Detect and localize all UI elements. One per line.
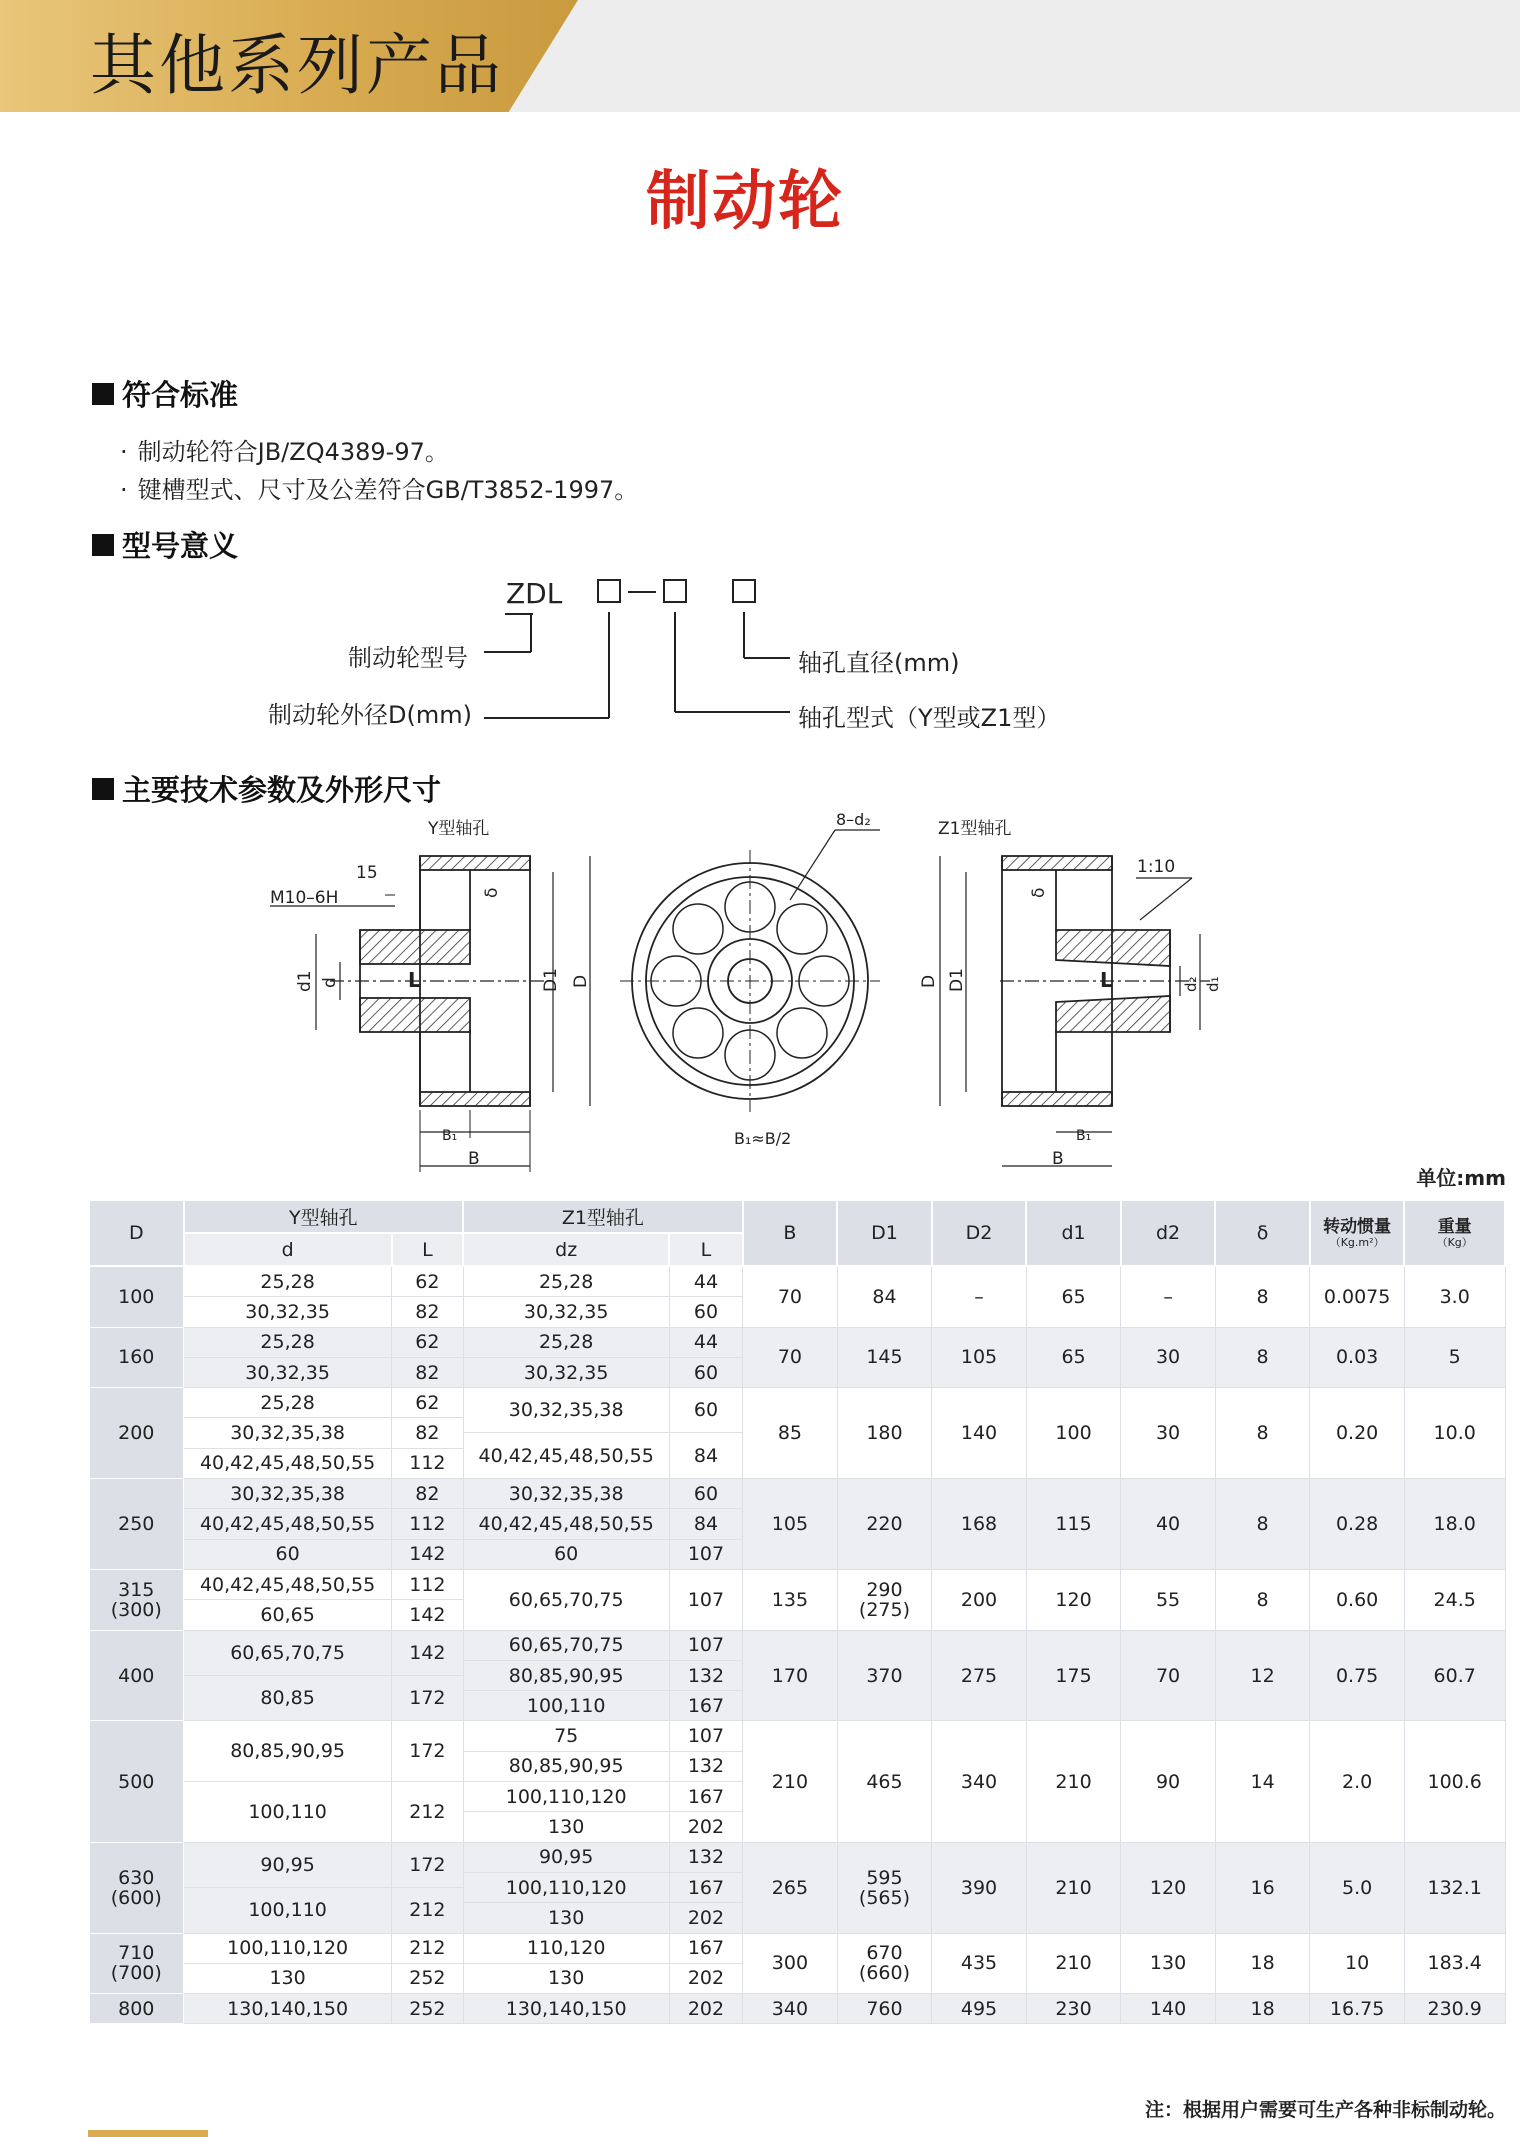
dim-15-label: 15 bbox=[356, 863, 378, 883]
cell-y-L: 172 bbox=[392, 1675, 463, 1721]
cell-y-L: 112 bbox=[392, 1569, 463, 1599]
cell-D: 400 bbox=[89, 1630, 184, 1721]
cell-weight: 24.5 bbox=[1404, 1569, 1505, 1630]
table-row bbox=[89, 1842, 1505, 1857]
cell-z-L: 167 bbox=[669, 1872, 742, 1902]
th-weight-unit: （Kg） bbox=[1436, 1236, 1473, 1249]
cell-z-dz: 60,65,70,75 bbox=[463, 1630, 669, 1660]
cell-y-d: 100,110 bbox=[184, 1782, 392, 1843]
y-D1-label: D1 bbox=[541, 968, 561, 992]
cell-z-dz: 75 bbox=[463, 1721, 669, 1751]
label-brake-wheel-type: 制动轮型号 bbox=[348, 644, 468, 672]
cell-inertia: 0.03 bbox=[1310, 1327, 1405, 1388]
cell-d2: 40 bbox=[1121, 1479, 1216, 1570]
cell-D1: 180 bbox=[837, 1388, 932, 1479]
cell-B: 340 bbox=[743, 1994, 838, 2024]
taper-label: 1:10 bbox=[1137, 857, 1176, 877]
cell-y-L: 142 bbox=[392, 1630, 463, 1675]
th-y-L: L bbox=[392, 1233, 463, 1266]
cell-D1-value: 670 bbox=[866, 1942, 903, 1965]
cell-z-dz: 100,110,120 bbox=[463, 1782, 669, 1812]
cell-B: 70 bbox=[743, 1327, 838, 1388]
cell-z-dz: 130 bbox=[463, 1963, 669, 1993]
cell-D1 bbox=[837, 1842, 932, 1933]
cell-d2: 30 bbox=[1121, 1327, 1216, 1388]
cell-D1: 760 bbox=[837, 1994, 932, 2024]
cell-D2: 435 bbox=[932, 1933, 1027, 1994]
table-row bbox=[89, 1266, 1505, 1297]
table-row bbox=[89, 1327, 1505, 1357]
cell-z-L: 60 bbox=[669, 1357, 742, 1387]
cell-y-d: 130,140,150 bbox=[184, 1994, 392, 2024]
th-d2: d2 bbox=[1121, 1200, 1216, 1266]
z1-d2-label: d₂ bbox=[1182, 976, 1200, 992]
standard-text-1: 制动轮符合JB/ZQ4389-97。 bbox=[137, 438, 449, 466]
y-delta-label: δ bbox=[482, 887, 502, 898]
b1-approx-label: B₁≈B/2 bbox=[734, 1129, 792, 1148]
table-row bbox=[89, 1933, 1505, 1963]
th-z-L: L bbox=[669, 1233, 742, 1266]
th-delta: δ bbox=[1215, 1200, 1310, 1266]
cell-D2: 168 bbox=[932, 1479, 1027, 1570]
cell-D1 bbox=[837, 1569, 932, 1630]
cell-z-dz: 130 bbox=[463, 1903, 669, 1933]
cell-y-L: 252 bbox=[392, 1994, 463, 2024]
cell-y-d: 30,32,35 bbox=[184, 1297, 392, 1327]
z1-di-label: d₁ bbox=[1204, 976, 1222, 992]
cell-y-L: 212 bbox=[392, 1887, 463, 1933]
cell-d2: 140 bbox=[1121, 1994, 1216, 2024]
cell-y-d: 60,65 bbox=[184, 1600, 392, 1630]
square-bullet-icon bbox=[92, 534, 114, 556]
cell-y-d: 60,65,70,75 bbox=[184, 1630, 392, 1675]
square-bullet-icon bbox=[92, 778, 114, 800]
cell-y-d: 80,85 bbox=[184, 1675, 392, 1721]
cell-B: 300 bbox=[743, 1933, 838, 1994]
cell-z-dz: 130 bbox=[463, 1812, 669, 1842]
cell-weight: 3.0 bbox=[1404, 1266, 1505, 1327]
th-D2: D2 bbox=[932, 1200, 1027, 1266]
cell-z-L: 84 bbox=[669, 1433, 742, 1479]
dot-icon: · bbox=[120, 438, 128, 466]
cell-z-dz: 130,140,150 bbox=[463, 1994, 669, 2024]
cell-B: 170 bbox=[743, 1630, 838, 1721]
cell-y-d: 30,32,35 bbox=[184, 1357, 392, 1387]
cell-z-L: 132 bbox=[669, 1842, 742, 1872]
cell-z-L: 107 bbox=[669, 1630, 742, 1660]
cell-d1: 65 bbox=[1026, 1327, 1121, 1388]
table-row bbox=[89, 1994, 1505, 2024]
category-title: 其他系列产品 bbox=[90, 27, 504, 104]
cell-y-L: 142 bbox=[392, 1539, 463, 1569]
cell-y-d: 30,32,35,38 bbox=[184, 1418, 392, 1448]
cell-z-dz: 30,32,35 bbox=[463, 1297, 669, 1327]
section-heading-standard bbox=[92, 373, 238, 414]
model-diagram-lines bbox=[0, 560, 1520, 730]
section-heading-model bbox=[92, 524, 238, 565]
table-row bbox=[89, 1630, 1505, 1645]
technical-drawing bbox=[0, 800, 1520, 1180]
cell-D bbox=[89, 1933, 184, 1994]
cell-delta: 16 bbox=[1215, 1842, 1310, 1933]
cell-z-dz: 100,110,120 bbox=[463, 1872, 669, 1902]
model-prefix: ZDL bbox=[506, 577, 563, 610]
footer-accent bbox=[88, 2130, 208, 2137]
cell-y-L: 82 bbox=[392, 1357, 463, 1387]
y-bore-title: Y型轴孔 bbox=[428, 819, 490, 839]
cell-z-L: 202 bbox=[669, 1903, 742, 1933]
cell-B: 135 bbox=[743, 1569, 838, 1630]
cell-z-L: 202 bbox=[669, 1994, 742, 2024]
z1-D1-label: D1 bbox=[947, 968, 967, 992]
cell-z-dz: 25,28 bbox=[463, 1327, 669, 1357]
cell-D bbox=[89, 1842, 184, 1933]
cell-z-L: 167 bbox=[669, 1933, 742, 1963]
cell-z-dz: 30,32,35,38 bbox=[463, 1388, 669, 1433]
spec-table bbox=[88, 1199, 1506, 2024]
cell-D2: 105 bbox=[932, 1327, 1027, 1388]
cell-y-L: 142 bbox=[392, 1600, 463, 1630]
cell-z-dz: 60,65,70,75 bbox=[463, 1569, 669, 1630]
cell-z-L: 167 bbox=[669, 1782, 742, 1812]
cell-d1: 210 bbox=[1026, 1933, 1121, 1994]
th-B: B bbox=[743, 1200, 838, 1266]
cell-weight: 132.1 bbox=[1404, 1842, 1505, 1933]
cell-d1: 120 bbox=[1026, 1569, 1121, 1630]
cell-z-dz: 90,95 bbox=[463, 1842, 669, 1872]
cell-y-d: 25,28 bbox=[184, 1327, 392, 1357]
cell-d2: 30 bbox=[1121, 1388, 1216, 1479]
th-weight bbox=[1404, 1200, 1505, 1266]
table-row bbox=[89, 1721, 1505, 1751]
cell-weight: 60.7 bbox=[1404, 1630, 1505, 1721]
cell-d2: 90 bbox=[1121, 1721, 1216, 1842]
th-inertia-unit: （Kg.m²） bbox=[1329, 1236, 1385, 1249]
cell-delta: 8 bbox=[1215, 1569, 1310, 1630]
cell-inertia: 5.0 bbox=[1310, 1842, 1405, 1933]
cell-inertia: 0.20 bbox=[1310, 1388, 1405, 1479]
cell-z-L: 167 bbox=[669, 1691, 742, 1721]
cell-delta: 8 bbox=[1215, 1388, 1310, 1479]
cell-D: 200 bbox=[89, 1388, 184, 1479]
cell-d2: – bbox=[1121, 1266, 1216, 1327]
square-bullet-icon bbox=[92, 383, 114, 405]
cell-z-L: 107 bbox=[669, 1569, 742, 1630]
cell-inertia: 0.0075 bbox=[1310, 1266, 1405, 1327]
cell-delta: 12 bbox=[1215, 1630, 1310, 1721]
cell-delta: 8 bbox=[1215, 1327, 1310, 1388]
cell-z-L: 107 bbox=[669, 1721, 742, 1751]
cell-inertia: 10 bbox=[1310, 1933, 1405, 1994]
cell-z-dz: 110,120 bbox=[463, 1933, 669, 1963]
cell-D1: 465 bbox=[837, 1721, 932, 1842]
cell-d2: 130 bbox=[1121, 1933, 1216, 1994]
cell-d1: 210 bbox=[1026, 1842, 1121, 1933]
cell-z-dz: 30,32,35,38 bbox=[463, 1479, 669, 1509]
y-L-label: L bbox=[408, 968, 421, 992]
cell-y-L: 82 bbox=[392, 1418, 463, 1448]
cell-y-d: 40,42,45,48,50,55 bbox=[184, 1569, 392, 1599]
cell-z-dz: 40,42,45,48,50,55 bbox=[463, 1433, 669, 1479]
cell-y-L: 62 bbox=[392, 1327, 463, 1357]
cell-y-L: 172 bbox=[392, 1842, 463, 1887]
z1-delta-label: δ bbox=[1029, 887, 1049, 898]
cell-D-value: 710 bbox=[118, 1942, 155, 1965]
cell-y-L: 252 bbox=[392, 1963, 463, 1993]
th-inertia-label: 转动惯量 bbox=[1323, 1217, 1392, 1237]
th-D1: D1 bbox=[837, 1200, 932, 1266]
cell-inertia: 2.0 bbox=[1310, 1721, 1405, 1842]
cell-B: 265 bbox=[743, 1842, 838, 1933]
page-title: 制动轮 bbox=[646, 165, 844, 239]
th-D: D bbox=[89, 1200, 184, 1266]
cell-D1: 370 bbox=[837, 1630, 932, 1721]
cell-y-d: 60 bbox=[184, 1539, 392, 1569]
cell-D2: 140 bbox=[932, 1388, 1027, 1479]
th-weight-label: 重量 bbox=[1437, 1217, 1472, 1237]
y-d1-label: d1 bbox=[295, 970, 315, 992]
cell-D2: 275 bbox=[932, 1630, 1027, 1721]
table-row bbox=[89, 1388, 1505, 1403]
y-D-label: D bbox=[571, 974, 591, 988]
cell-y-L: 212 bbox=[392, 1782, 463, 1843]
label-bore-type: 轴孔型式（Y型或Z1型） bbox=[798, 704, 1061, 732]
cell-D2: 200 bbox=[932, 1569, 1027, 1630]
standard-item-2 bbox=[120, 470, 638, 505]
cell-y-d: 25,28 bbox=[184, 1266, 392, 1297]
cell-d1: 100 bbox=[1026, 1388, 1121, 1479]
label-outer-diameter: 制动轮外径D(mm) bbox=[268, 701, 472, 729]
cell-weight: 100.6 bbox=[1404, 1721, 1505, 1842]
cell-y-d: 100,110,120 bbox=[184, 1933, 392, 1963]
cell-D: 500 bbox=[89, 1721, 184, 1842]
cell-z-L: 60 bbox=[669, 1479, 742, 1509]
cell-z-dz: 25,28 bbox=[463, 1266, 669, 1297]
cell-D1-alt: (275) bbox=[858, 1598, 911, 1621]
z1-D-label: D bbox=[919, 974, 939, 988]
th-dz: dz bbox=[463, 1233, 669, 1266]
cell-d1: 230 bbox=[1026, 1994, 1121, 2024]
cell-z-L: 60 bbox=[669, 1297, 742, 1327]
y-B-label: B bbox=[468, 1149, 480, 1169]
cell-z-L: 132 bbox=[669, 1751, 742, 1781]
cell-D-alt: (300) bbox=[110, 1598, 162, 1621]
cell-D-alt: (700) bbox=[110, 1962, 162, 1985]
cell-D1-value: 290 bbox=[866, 1578, 903, 1601]
cell-y-d: 40,42,45,48,50,55 bbox=[184, 1509, 392, 1539]
cell-D1-alt: (660) bbox=[858, 1962, 911, 1985]
cell-z-dz: 30,32,35 bbox=[463, 1357, 669, 1387]
y-B1-label: B₁ bbox=[442, 1128, 458, 1144]
footnote: 注：根据用户需要可生产各种非标制动轮。 bbox=[1144, 2099, 1506, 2121]
cell-y-L: 112 bbox=[392, 1448, 463, 1478]
z1-L-label: L bbox=[1100, 968, 1113, 992]
section-heading-standard-label: 符合标准 bbox=[122, 378, 239, 412]
label-bore-diameter: 轴孔直径(mm) bbox=[798, 649, 960, 677]
cell-z-L: 44 bbox=[669, 1266, 742, 1297]
cell-z-L: 60 bbox=[669, 1388, 742, 1433]
standard-text-2: 键槽型式、尺寸及公差符合GB/T3852-1997。 bbox=[137, 476, 639, 504]
cell-z-L: 202 bbox=[669, 1963, 742, 1993]
cell-z-L: 132 bbox=[669, 1660, 742, 1690]
cell-D1: 145 bbox=[837, 1327, 932, 1388]
cell-D-value: 315 bbox=[118, 1578, 155, 1601]
cell-B: 85 bbox=[743, 1388, 838, 1479]
cell-weight: 10.0 bbox=[1404, 1388, 1505, 1479]
cell-z-L: 202 bbox=[669, 1812, 742, 1842]
cell-delta: 18 bbox=[1215, 1933, 1310, 1994]
cell-D1-alt: (565) bbox=[858, 1886, 911, 1909]
cell-delta: 14 bbox=[1215, 1721, 1310, 1842]
table-row bbox=[89, 1479, 1505, 1509]
th-z1-bore: Z1型轴孔 bbox=[463, 1200, 743, 1233]
cell-y-d: 30,32,35,38 bbox=[184, 1479, 392, 1509]
cell-weight: 5 bbox=[1404, 1327, 1505, 1388]
cell-D2: 340 bbox=[932, 1721, 1027, 1842]
cell-y-L: 62 bbox=[392, 1388, 463, 1418]
z1-B-label: B bbox=[1052, 1149, 1064, 1169]
cell-y-d: 80,85,90,95 bbox=[184, 1721, 392, 1782]
cell-inertia: 0.28 bbox=[1310, 1479, 1405, 1570]
cell-inertia: 0.60 bbox=[1310, 1569, 1405, 1630]
cell-z-dz: 80,85,90,95 bbox=[463, 1751, 669, 1781]
cell-D: 800 bbox=[89, 1994, 184, 2024]
cell-y-L: 112 bbox=[392, 1509, 463, 1539]
cell-y-L: 62 bbox=[392, 1266, 463, 1297]
cell-D1-value: 595 bbox=[866, 1866, 903, 1889]
cell-d1: 65 bbox=[1026, 1266, 1121, 1327]
cell-D: 250 bbox=[89, 1479, 184, 1570]
cell-D: 160 bbox=[89, 1327, 184, 1388]
cell-weight: 18.0 bbox=[1404, 1479, 1505, 1570]
cell-z-dz: 60 bbox=[463, 1539, 669, 1569]
th-d: d bbox=[184, 1233, 392, 1266]
cell-D1 bbox=[837, 1933, 932, 1994]
cell-y-d: 100,110 bbox=[184, 1887, 392, 1933]
cell-y-L: 82 bbox=[392, 1479, 463, 1509]
cell-y-d: 40,42,45,48,50,55 bbox=[184, 1448, 392, 1478]
spec-table-body bbox=[89, 1266, 1505, 2024]
cell-weight: 183.4 bbox=[1404, 1933, 1505, 1994]
table-row bbox=[89, 1569, 1505, 1599]
cell-z-L: 107 bbox=[669, 1539, 742, 1569]
th-inertia bbox=[1310, 1200, 1405, 1266]
cell-y-d: 130 bbox=[184, 1963, 392, 1993]
cell-y-L: 82 bbox=[392, 1297, 463, 1327]
cell-z-dz: 40,42,45,48,50,55 bbox=[463, 1509, 669, 1539]
cell-D bbox=[89, 1569, 184, 1630]
cell-D1: 84 bbox=[837, 1266, 932, 1327]
z1-B1-label: B₁ bbox=[1076, 1128, 1092, 1144]
cell-D2: 390 bbox=[932, 1842, 1027, 1933]
cell-delta: 18 bbox=[1215, 1994, 1310, 2024]
cell-y-L: 212 bbox=[392, 1933, 463, 1963]
cell-y-L: 172 bbox=[392, 1721, 463, 1782]
cell-d2: 55 bbox=[1121, 1569, 1216, 1630]
cell-d2: 70 bbox=[1121, 1630, 1216, 1721]
cell-B: 210 bbox=[743, 1721, 838, 1842]
holes-label: 8–d₂ bbox=[836, 810, 871, 829]
front-view bbox=[620, 830, 880, 1112]
cell-delta: 8 bbox=[1215, 1266, 1310, 1327]
cell-inertia: 0.75 bbox=[1310, 1630, 1405, 1721]
cell-z-L: 84 bbox=[669, 1509, 742, 1539]
cell-D-alt: (600) bbox=[110, 1886, 162, 1909]
th-d1: d1 bbox=[1026, 1200, 1121, 1266]
cell-D1: 220 bbox=[837, 1479, 932, 1570]
cell-D2: – bbox=[932, 1266, 1027, 1327]
cell-z-L: 44 bbox=[669, 1327, 742, 1357]
unit-label: 单位:mm bbox=[1416, 1166, 1506, 1190]
cell-z-dz: 100,110 bbox=[463, 1691, 669, 1721]
cell-y-d: 90,95 bbox=[184, 1842, 392, 1887]
cell-z-dz: 80,85,90,95 bbox=[463, 1660, 669, 1690]
dot-icon: · bbox=[120, 476, 128, 504]
cell-y-d: 25,28 bbox=[184, 1388, 392, 1418]
th-y-bore: Y型轴孔 bbox=[184, 1200, 464, 1233]
cell-B: 70 bbox=[743, 1266, 838, 1327]
standard-item-1 bbox=[120, 432, 449, 467]
cell-D2: 495 bbox=[932, 1994, 1027, 2024]
y-d-label: d bbox=[320, 977, 340, 988]
cell-d1: 115 bbox=[1026, 1479, 1121, 1570]
section-heading-params-label: 主要技术参数及外形尺寸 bbox=[122, 773, 442, 807]
z1-bore-view bbox=[940, 856, 1210, 1166]
cell-delta: 8 bbox=[1215, 1479, 1310, 1570]
cell-d1: 210 bbox=[1026, 1721, 1121, 1842]
cell-d2: 120 bbox=[1121, 1842, 1216, 1933]
section-heading-model-label: 型号意义 bbox=[122, 529, 239, 563]
thread-label: M10–6H bbox=[270, 888, 339, 908]
cell-B: 105 bbox=[743, 1479, 838, 1570]
cell-D-value: 630 bbox=[118, 1866, 155, 1889]
cell-weight: 230.9 bbox=[1404, 1994, 1505, 2024]
cell-D: 100 bbox=[89, 1266, 184, 1327]
cell-d1: 175 bbox=[1026, 1630, 1121, 1721]
z1-bore-title: Z1型轴孔 bbox=[938, 819, 1012, 839]
cell-inertia: 16.75 bbox=[1310, 1994, 1405, 2024]
